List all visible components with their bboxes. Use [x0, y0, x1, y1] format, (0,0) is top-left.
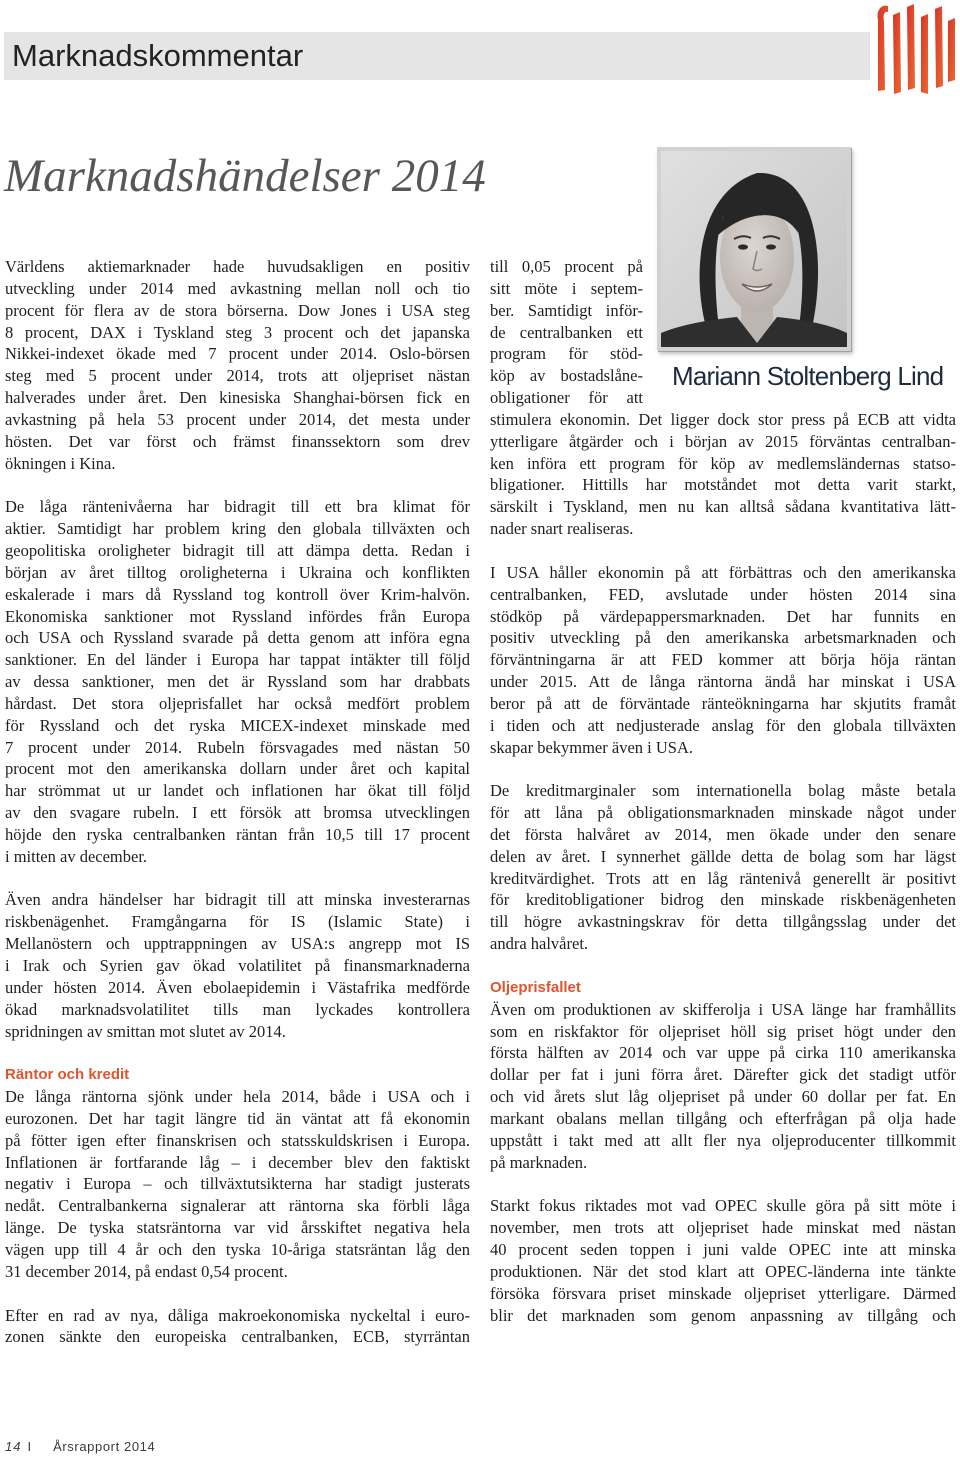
text-line: zonen sänkte den europeiska centralbanken, ECB, styrräntan	[5, 1327, 470, 1347]
text-line: första hälften av 2014 och var uppe på cirka 110 amerikanska	[490, 1043, 956, 1063]
company-logo	[873, 0, 957, 96]
text-line: och vid årets slut låg oljepriset på under 60 dollar per fat. En	[490, 1087, 956, 1107]
text-line: i tiden och att nedjusterade anslag för den globala tillväxten	[490, 715, 956, 735]
logo-stroke	[921, 14, 928, 94]
portrait-photo	[657, 147, 851, 351]
text-line: beror på att de förväntade ränteökningarna har skjutits framåt	[490, 693, 956, 713]
text-line: ken införa ett program för köp av medlemsländernas statso-	[490, 453, 956, 473]
text-line: De kreditmarginaler som internationella bolag måste betala	[490, 781, 956, 801]
paragraph	[490, 562, 956, 759]
text-line: hösten. Det var först och främst finanssektorn som drev	[5, 431, 470, 451]
text-line: centralbanken, FED, avslutade under hösten 2014 sina	[490, 584, 956, 604]
text-line: utveckling under 2014 med avkastning mellan noll och tio	[5, 278, 470, 298]
paragraph	[5, 256, 470, 474]
paragraph	[490, 1195, 956, 1326]
text-line: för att låna på obligationsmarknaden minskade något under	[490, 803, 956, 823]
text-line: stödköp på värdepappersmarknaden. Det har funnits en	[490, 606, 956, 626]
text-line: produktionen. När det stod klart att OPEC-länderna inte tänkte	[490, 1261, 956, 1281]
text-line: Inflationen är fortfarande låg – i december blev den faktiskt	[5, 1152, 470, 1172]
portrait-eye	[738, 244, 748, 249]
text-line: De låga räntenivåerna har bidragit till ett bra klimat för	[5, 497, 470, 517]
text-line: halverades under året. Den kinesiska Shanghai-börsen fick en	[5, 388, 470, 408]
text-line: på marknaden.	[490, 1152, 588, 1172]
text-line: markant obalans mellan tillgång och efterfrågan på olja hade	[490, 1108, 956, 1128]
text-line: sanktioner. En del länder i Europa har tappat intäkter till följd	[5, 650, 470, 670]
text-line: av dessa sanktioner, men det är Ryssland som har drabbats	[5, 672, 470, 692]
text-line: aktier. Samtidigt har problem kring den globala tillväxten och	[5, 519, 470, 539]
text-line: blir det marknaden som genom anpassning av tillgång och	[490, 1305, 956, 1325]
text-line: skapar bekymmer även i USA.	[490, 737, 693, 757]
text-line: procent för flera av de stora börserna. Dow Jones i USA steg	[5, 300, 470, 320]
text-line: kreditvärdighet. Trots att en låg räntenivå generellt är positivt	[490, 868, 956, 888]
text-line: avkastning på hela 53 procent under 2014, det mesta under	[5, 409, 470, 429]
logo-stroke	[935, 6, 943, 88]
portrait-eye	[766, 244, 776, 249]
text-line: hårdast. Det stora oljeprisfallet har också medfört problem	[5, 693, 470, 713]
text-line: och USA och Ryssland svarade på detta genom att införa egna	[5, 628, 470, 648]
paragraph	[5, 889, 470, 1042]
text-line: de centralbanken ett	[490, 322, 643, 342]
text-line: ytterligare åtgärder och i början av 2015 förväntas centralban-	[490, 431, 956, 451]
left-column	[5, 256, 470, 1348]
text-line: delen av året. I synnerhet gällde detta de bolag som har lägst	[490, 846, 956, 866]
publication-name: Årsrapport 2014	[53, 1439, 156, 1454]
text-line: eurozonen. Det har tagit längre tid än väntat att få ekonomin	[5, 1108, 470, 1128]
portrait-caption: Mariann Stoltenberg Lind	[665, 359, 950, 393]
paragraph	[5, 1305, 470, 1349]
text-line: bligationer. Hittills har motståndet mot detta varit starkt,	[490, 475, 956, 495]
text-line: stimulera ekonomin. Det ligger dock stor press på ECB att vidta	[490, 409, 956, 429]
text-line: försöka försvara priset minskade oljepriset ytterligare. Därmed	[490, 1283, 956, 1303]
text-line: 40 procent seden toppen i juni valde OPEC inte att minska	[490, 1239, 956, 1259]
text-line: vägen upp till 4 år och den tyska 10-åriga statsräntan låg den	[5, 1239, 470, 1259]
text-line: köp av bostadslåne-	[490, 366, 643, 386]
text-line: på fötter igen efter finanskrisen och statsskuldskrisen i Europa.	[5, 1130, 470, 1150]
text-line: Nikkei-indexet ökade med 7 procent under 2014. Oslo-börsen	[5, 344, 470, 364]
logo-stroke	[878, 6, 888, 91]
text-line: ökningen i Kina.	[5, 453, 116, 473]
text-line: Starkt fokus riktades mot vad OPEC skulle göra på sitt möte i	[490, 1196, 956, 1216]
text-line: särskilt i Tyskland, men nu kan alltså sådana kvantitativa lätt-	[490, 497, 956, 517]
text-line: 8 procent, DAX i Tyskland steg 3 procent och det japanska	[5, 322, 470, 342]
text-line: under 2015. Att de långa räntorna ändå har minskat i USA	[490, 672, 956, 692]
text-line: uppstått i takt med att allt fler nya oljeproducenter tillkommit	[490, 1130, 956, 1150]
paragraph	[490, 999, 956, 1174]
text-line: De långa räntorna sjönk under hela 2014, både i USA och i	[5, 1087, 470, 1107]
page-footer	[5, 1439, 155, 1455]
text-line: positiv utveckling på den amerikanska arbetsmarknaden och	[490, 628, 956, 648]
section-heading: Räntor och kredit	[5, 1066, 130, 1084]
page-number: 14	[5, 1439, 22, 1454]
text-line: ökad marknadsvolatilitet tills man lyckades kontrollera	[5, 999, 470, 1019]
text-line: negativ i Europa – och tillväxtutsikterna har stadigt justerats	[5, 1174, 470, 1194]
paragraph	[5, 496, 470, 867]
paragraph	[5, 1086, 470, 1283]
section-title: Marknadskommentar	[12, 38, 304, 73]
text-line: november, men trots att oljepriset hade minskat med nästan	[490, 1218, 956, 1238]
text-line: höjde den ryska centralbanken räntan från 10,5 till 17 procent	[5, 824, 470, 844]
text-line: dollar per fat i juni förra året. Därefter gick det stadigt utför	[490, 1065, 956, 1085]
text-line: ber. Samtidigt inför-	[490, 300, 643, 320]
text-line: Världens aktiemarknader hade huvudsakligen en positiv	[5, 257, 470, 276]
text-line: spridningen av smittan mot slutet av 2014.	[5, 1021, 286, 1041]
text-line: förväntningarna är att FED kommer att börja höja räntan	[490, 650, 956, 670]
text-line: Ekonomiska sanktioner mot Ryssland infördes från Europa	[5, 606, 470, 626]
text-line: sitt möte i septem-	[490, 278, 643, 298]
text-line: för kreditobligationer bidrog den minskade riskbenägenheten	[490, 890, 956, 910]
text-line: 31 december 2014, på endast 0,54 procent.	[5, 1261, 288, 1281]
text-line: I USA håller ekonomin på att förbättras och den amerikanska	[490, 562, 956, 582]
logo-stroke	[948, 18, 955, 82]
text-line: har strömmat ut ur landet och inflationen har ökat till följd	[5, 781, 470, 801]
text-line: Mellanöstern och upptrappningen av USA:s angrepp mot IS	[5, 934, 470, 954]
text-line: till högre avkastningskrav för detta tillgångsslag under det	[490, 912, 956, 932]
text-line: Även om produktionen av skifferolja i USA länge har framhållits	[490, 999, 956, 1019]
text-line: under hösten 2014. Även ebolaepidemin i Västafrika medförde	[5, 977, 470, 997]
section-header-band	[4, 32, 870, 80]
text-line: av den svagare rubeln. I ett försök att bromsa utvecklingen	[5, 803, 470, 823]
text-line: procent mot den amerikanska dollarn under året och kapital	[5, 759, 470, 779]
text-line: steg med 5 procent under 2014, trots att oljepriset nästan	[5, 366, 470, 386]
text-line: det första halvåret av 2014, men ökade under den senare	[490, 824, 956, 844]
text-line: i Irak och Syrien gav ökad volatilitet på finansmarknaderna	[5, 956, 470, 975]
text-line: i mitten av december.	[5, 846, 148, 866]
text-line: andra halvåret.	[490, 934, 589, 954]
text-line: Efter en rad av nya, dåliga makroekonomiska nyckeltal i euro-	[5, 1305, 470, 1325]
portrait-image	[661, 151, 847, 347]
text-line: program för stöd-	[490, 344, 643, 364]
text-line: nader snart realiseras.	[490, 519, 634, 539]
text-line: till 0,05 procent på	[490, 257, 643, 276]
text-line: geopolitiska oroligheter bidragit till att dämpa detta. Redan i	[5, 540, 470, 560]
text-line: för Ryssland och det ryska MICEX-indexet minskade med	[5, 715, 470, 735]
text-line: länge. De tyska statsräntorna var vid årsskiftet negativa hela	[5, 1218, 470, 1238]
text-line: riskbenägenhet. Framgångarna för IS (Islamic State) i	[5, 912, 470, 932]
page-title: Marknadshändelser 2014	[4, 150, 486, 202]
logo-stroke	[907, 4, 915, 90]
footer-separator: I	[27, 1439, 32, 1454]
text-line: obligationer för att	[490, 388, 643, 408]
text-line: 7 procent under 2014. Rubeln försvagades med nästan 50	[5, 737, 470, 757]
paragraph	[490, 780, 956, 955]
text-line: början av året tilltog oroligheterna i Ukraina och konflikten	[5, 562, 470, 582]
text-line: Även andra händelser har bidragit till att minska investerarnas	[5, 890, 470, 910]
section-heading: Oljeprisfallet	[490, 978, 581, 996]
text-line: nedåt. Centralbankerna signalerar att räntorna ska förbli låga	[5, 1196, 470, 1216]
logo-stroke	[893, 12, 901, 94]
text-line: eskalerade i mars då Ryssland tog kontroll över Krim-halvön.	[5, 584, 470, 604]
text-line: som en riskfaktor för oljepriset höll sig priset högt under den	[490, 1021, 956, 1041]
right-column	[490, 256, 956, 1326]
